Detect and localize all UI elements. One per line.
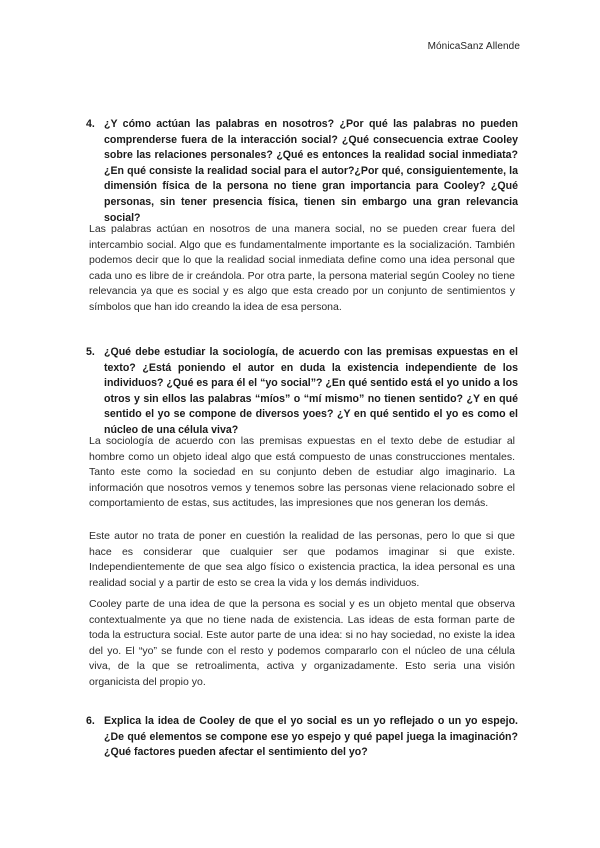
answer-paragraph: La sociología de acuerdo con las premisas expuestas en el texto debe de estudiar al hombre como un objeto ideal algo que está compuesto de unas construcciones mentales. Tanto este como la sociedad en su conjunto deben de estudiar algo imaginario. La información que nosotros vemos y tenemos sobre las personas viene relacionado sobre el comportamiento de estas, sus actitudes, las impresiones que nos generan los demás. xyxy=(89,435,515,510)
header-author: MónicaSanz Allende xyxy=(427,41,520,52)
question-text: ¿Y cómo actúan las palabras en nosotros? ¿Por qué las palabras no pueden comprenderse fuera de la interacción social? ¿Qué consecuencia extrae Cooley sobre las relaciones personales? ¿Qué es entonces la realidad social inmediata? ¿En qué consiste la realidad social para el autor?¿Por qué, consiguientemente, la dimensión física de la persona no tiene gran importancia para Cooley? ¿Qué personas, sin tener presencia física, tienen sin embargo una gran relevancia social? xyxy=(104,118,518,224)
question-4 xyxy=(86,117,518,226)
question-6 xyxy=(86,714,518,761)
question-5 xyxy=(86,345,518,439)
answer-5-paragraph-3 xyxy=(89,597,515,691)
answer-paragraph: Este autor no trata de poner en cuestión la realidad de las personas, pero lo que si que hace es considerar que cualquier ser que podamos imaginar si que existe. Independientemente de que sea algo físico o existencia practica, la idea personal es una realidad social y a partir de esto se crea la vida y los demás individuos. xyxy=(89,530,515,589)
question-number: 4. xyxy=(86,118,95,130)
answer-paragraph: Las palabras actúan en nosotros de una manera social, no se pueden crear fuera del intercambio social. Algo que es fundamentalmente importante es la socialización. También podemos decir que lo que la realidad social inmediata define como una idea personal que cada uno es libre de ir creándola. Por otra parte, la persona material según Cooley no tiene relevancia ya que es social y es algo que esta creado por un conjunto de sentimientos y símbolos que han ido creando la idea de esa persona. xyxy=(89,223,515,313)
question-number: 6. xyxy=(86,715,95,727)
question-text: Explica la idea de Cooley de que el yo social es un yo reflejado o un yo espejo. ¿De qué elementos se compone ese yo espejo y qué papel juega la imaginación? ¿Qué factores pueden afectar el sentimiento del yo? xyxy=(104,715,518,759)
question-number: 5. xyxy=(86,346,95,358)
question-text: ¿Qué debe estudiar la sociología, de acuerdo con las premisas expuestas en el texto? ¿Está poniendo el autor en duda la existencia independiente de los individuos? ¿Qué es para él el “yo social”? ¿En qué sentido está el yo unido a los otros y sin ellos las palabras “míos” o “mí mismo” no tienen sentido? ¿Y en qué sentido el yo se compone de diversos yoes? ¿Y en qué sentido el yo es como el núcleo de una célula viva? xyxy=(104,346,518,436)
answer-5-paragraph-2 xyxy=(89,529,515,591)
answer-4 xyxy=(89,222,515,316)
answer-5-paragraph-1 xyxy=(89,434,515,512)
answer-paragraph: Cooley parte de una idea de que la persona es social y es un objeto mental que observa contextualmente ya que no tiene nada de existencia. Las ideas de esta forman parte de toda la estructura social. Este autor parte de una idea: si no hay sociedad, no existe la idea del yo. El “yo” se funde con el resto y podemos compararlo con el núcleo de una célula viva, de la que se retroalimenta, activa y organizadamente. Esto seria una visión organicista del propio yo. xyxy=(89,598,515,688)
